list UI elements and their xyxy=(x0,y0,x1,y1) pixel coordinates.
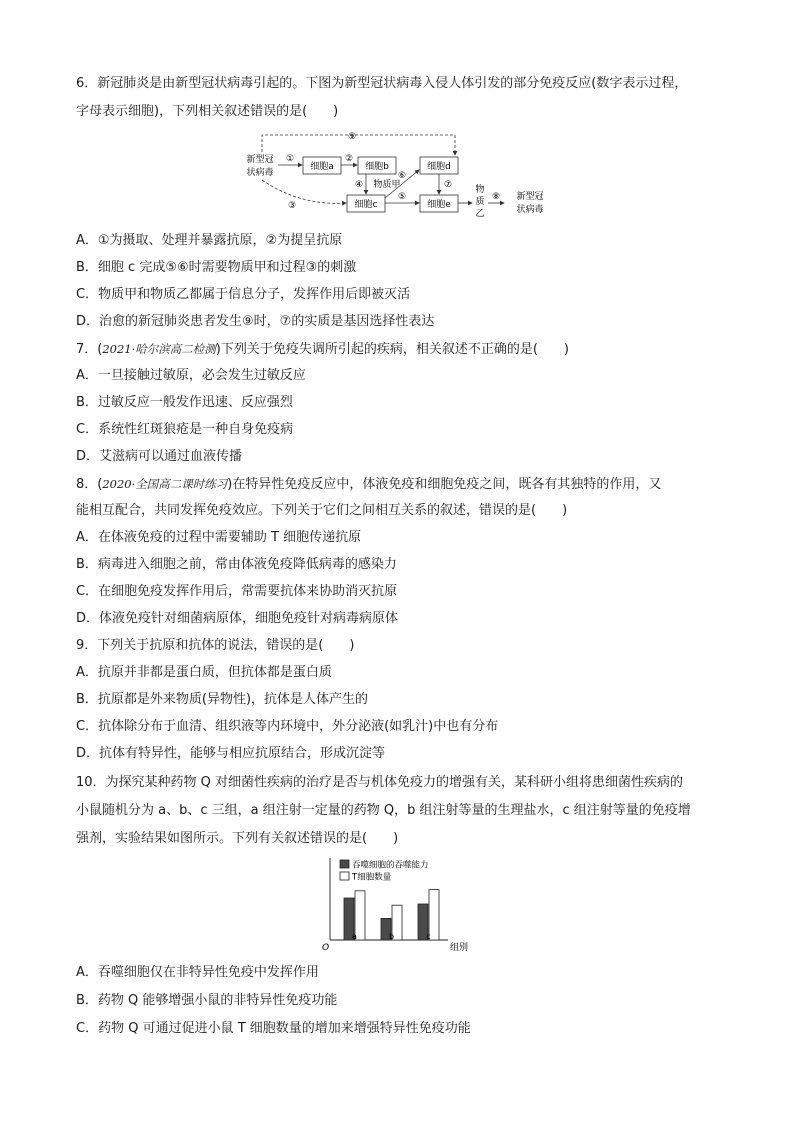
q6-stem-line1: 6．新冠肺炎是由新型冠状病毒引起的。下图为新型冠状病毒入侵人体引发的部分免疫反应(数字表示过程， xyxy=(76,76,688,91)
label-p1: ① xyxy=(285,154,295,164)
substance-b-char3: 乙 xyxy=(475,209,485,219)
cell-e-label: 细胞e xyxy=(427,200,451,210)
substance-b-char1: 物 xyxy=(475,185,485,195)
origin-label: O xyxy=(322,943,330,953)
q10-option-a: A．吞噬细胞仅在非特异性免疫中发挥作用 xyxy=(76,965,319,980)
q8-option-d: D．体液免疫针对细菌病原体，细胞免疫针对病毒病原体 xyxy=(76,611,399,626)
x-tick-c: c xyxy=(426,932,431,941)
q6-option-b: B．细胞 c 完成⑤⑥时需要物质甲和过程③的刺激 xyxy=(76,260,357,275)
q8-stem-line1 xyxy=(76,475,726,494)
q7-option-d: D．艾滋病可以通过血液传播 xyxy=(76,449,243,464)
q9-stem: 9．下列关于抗原和抗体的说法，错误的是( ) xyxy=(76,638,355,653)
label-p7: ⑦ xyxy=(443,180,453,190)
legend-swatch-1 xyxy=(340,860,349,868)
q8-option-b: B．病毒进入细胞之前，常由体液免疫降低病毒的感染力 xyxy=(76,557,397,572)
label-p9: ⑨ xyxy=(347,132,357,142)
q7-option-b: B．过敏反应一般发作迅速、反应强烈 xyxy=(76,395,293,410)
q7-number: 7．( xyxy=(76,342,103,357)
q10-bar-chart xyxy=(318,854,478,954)
cell-a-label: 细胞a xyxy=(310,162,334,172)
label-p6: ⑥ xyxy=(397,171,407,181)
q10-stem-line2: 小鼠随机分为 a、b、c 三组，a 组注射一定量的药物 Q，b 组注射等量的生理盐水，c 组注射等量的免疫增 xyxy=(76,803,691,818)
label-p2: ② xyxy=(344,154,354,164)
cell-b-label: 细胞b xyxy=(365,162,389,172)
x-tick-a: a xyxy=(352,932,357,941)
q7-option-c: C．系统性红斑狼疮是一种自身免疫病 xyxy=(76,422,294,437)
q6-immune-diagram xyxy=(240,128,560,220)
q8-number: 8．( xyxy=(76,477,103,492)
q6-stem-line2: 字母表示细胞)，下列相关叙述错误的是( ) xyxy=(76,104,339,119)
cell-c-label: 细胞c xyxy=(354,200,378,210)
q7-option-a: A．一旦接触过敏原，必会发生过敏反应 xyxy=(76,368,306,383)
legend-label-2: T细胞数量 xyxy=(352,872,392,883)
q8-option-a: A．在体液免疫的过程中需要辅助 T 细胞传递抗原 xyxy=(76,530,362,545)
substance-a-label: 物质甲 xyxy=(373,180,401,190)
q10-option-c: C．药物 Q 可通过促进小鼠 T 细胞数量的增加来增强特异性免疫功能 xyxy=(76,1021,471,1036)
q6-option-d: D．治愈的新冠肺炎患者发生⑨时，⑦的实质是基因选择性表达 xyxy=(76,314,435,329)
q9-option-c: C．抗体除分布于血清、组织液等内环境中，外分泌液(如乳汁)中也有分布 xyxy=(76,719,499,734)
q8-option-c: C．在细胞免疫发挥作用后，常需要抗体来协助消灭抗原 xyxy=(76,584,398,599)
label-p5: ⑤ xyxy=(397,192,407,202)
virus-target-top: 新型冠 xyxy=(516,192,544,202)
q6-option-c: C．物质甲和物质乙都属于信息分子，发挥作用后即被灭活 xyxy=(76,287,411,302)
legend-swatch-2 xyxy=(340,872,349,880)
x-tick-b: b xyxy=(388,932,395,941)
q7-source: 2021·哈尔滨高二检测 xyxy=(102,342,216,356)
label-p4: ④ xyxy=(354,180,364,190)
q10-stem-line1: 10．为探究某种药物 Q 对细菌性疾病的治疗是否与机体免疫力的增强有关，某科研小组将患细菌性疾病的 xyxy=(76,775,684,790)
substance-b-char2: 质 xyxy=(475,197,485,207)
q10-stem-line3: 强剂，实验结果如图所示。下列有关叙述错误的是( ) xyxy=(76,831,399,846)
label-p8: ⑧ xyxy=(491,192,501,202)
q6-option-a: A．①为摄取、处理并暴露抗原，②为提呈抗原 xyxy=(76,233,343,248)
q7-stem xyxy=(76,340,726,359)
label-p3: ③ xyxy=(287,201,297,211)
q9-option-d: D．抗体有特异性，能够与相应抗原结合，形成沉淀等 xyxy=(76,746,386,761)
virus-source-bottom: 状病毒 xyxy=(246,168,274,178)
x-axis-label: 组别 xyxy=(450,943,469,953)
virus-target-bottom: 状病毒 xyxy=(516,205,544,215)
q9-option-b: B．抗原都是外来物质(异物性)，抗体是人体产生的 xyxy=(76,692,369,707)
q8-stem-line2: 能相互配合，共同发挥免疫效应。下列关于它们之间相互关系的叙述，错误的是( ) xyxy=(76,503,568,518)
q9-option-a: A．抗原并非都是蛋白质，但抗体都是蛋白质 xyxy=(76,665,332,680)
q8-stem-text: )在特异性免疫反应中，体液免疫和细胞免疫之间，既各有其独特的作用，又 xyxy=(227,477,662,492)
q7-stem-text: )下列关于免疫失调所引起的疾病，相关叙述不正确的是( ) xyxy=(215,342,569,357)
q10-option-b: B．药物 Q 能够增强小鼠的非特异性免疫功能 xyxy=(76,993,338,1008)
legend-label-1: 吞噬细胞的吞噬能力 xyxy=(352,860,429,871)
q8-source: 2020·全国高二课时练习 xyxy=(102,477,228,491)
virus-source-top: 新型冠 xyxy=(246,155,274,165)
cell-d-label: 细胞d xyxy=(427,162,451,172)
